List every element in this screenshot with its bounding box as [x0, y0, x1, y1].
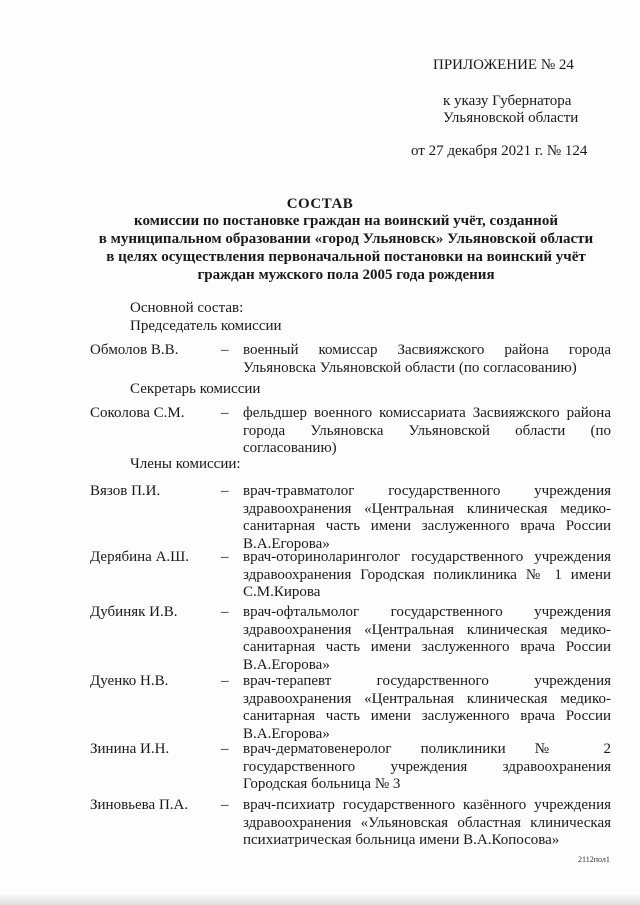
- document-title: СОСТАВ: [286, 196, 354, 212]
- member-name: Дуенко Н.В.: [90, 673, 169, 689]
- member-position: врач-оториноларинголог государственного учреждения здравоохранения Городская поликлиника № 1 имени С.М.Кирова: [243, 549, 611, 600]
- member-position: фельдшер военного комиссариата Засвияжского района города Ульяновска Ульяновской области (по согласованию): [243, 405, 611, 456]
- member-name: Вязов П.И.: [90, 483, 161, 499]
- subtitle-line: граждан мужского пола 2005 года рождения: [197, 267, 495, 283]
- member-position: врач-дерматовенеролог поликлиники № 2 государственного учреждения здравоохранения Городская больница № 3: [243, 741, 611, 792]
- dash: –: [221, 342, 229, 358]
- member-name: Зинина И.Н.: [90, 741, 170, 757]
- member-name: Дубиняк И.В.: [90, 604, 178, 620]
- decree-reference: к указу Губернатора: [443, 93, 572, 109]
- page-bottom-edge: [0, 895, 640, 905]
- document-code: 2112пол1: [578, 855, 610, 864]
- dash: –: [221, 604, 229, 620]
- member-name: Обмолов В.В.: [90, 342, 179, 358]
- subtitle-line: в муниципальном образовании «город Ульяновск» Ульяновской области: [98, 231, 594, 247]
- decree-date: от 27 декабря 2021 г. № 124: [411, 143, 588, 159]
- dash: –: [221, 797, 229, 813]
- section-chair: Председатель комиссии: [130, 318, 282, 334]
- dash: –: [221, 741, 229, 757]
- member-position: врач-психиатр государственного казённого учреждения здравоохранения «Ульяновская областная клиническая психиатрическая больница имени В.А.Копосова»: [243, 797, 611, 848]
- member-position: врач-травматолог государственного учреждения здравоохранения «Центральная клиническая медико-санитарная часть имени заслуженного врача России В.А.Егорова»: [243, 483, 611, 552]
- section-secretary: Секретарь комиссии: [130, 381, 261, 397]
- member-name: Соколова С.М.: [90, 405, 185, 421]
- member-position: военный комиссар Засвияжского района города Ульяновска Ульяновской области (по согласованию): [243, 342, 611, 376]
- member-position: врач-офтальмолог государственного учреждения здравоохранения «Центральная клиническая медико-санитарная часть имени заслуженного врача России В.А.Егорова»: [243, 604, 611, 673]
- dash: –: [221, 483, 229, 499]
- member-name: Зиновьева П.А.: [90, 797, 189, 813]
- dash: –: [221, 405, 229, 421]
- dash: –: [221, 549, 229, 565]
- appendix-number: ПРИЛОЖЕНИЕ № 24: [433, 57, 574, 73]
- member-position: врач-терапевт государственного учреждения здравоохранения «Центральная клиническая медико-санитарная часть имени заслуженного врача России В.А.Егорова»: [243, 673, 611, 742]
- member-name: Дерябина А.Ш.: [90, 549, 190, 565]
- subtitle-line: в целях осуществления первоначальной постановки на воинский учёт: [106, 249, 586, 265]
- decree-region: Ульяновской области: [443, 110, 579, 126]
- section-members: Члены комиссии:: [130, 456, 241, 472]
- subtitle-line: комиссии по постановке граждан на воинский учёт, созданной: [134, 213, 558, 229]
- dash: –: [221, 673, 229, 689]
- section-main-composition: Основной состав:: [130, 300, 244, 316]
